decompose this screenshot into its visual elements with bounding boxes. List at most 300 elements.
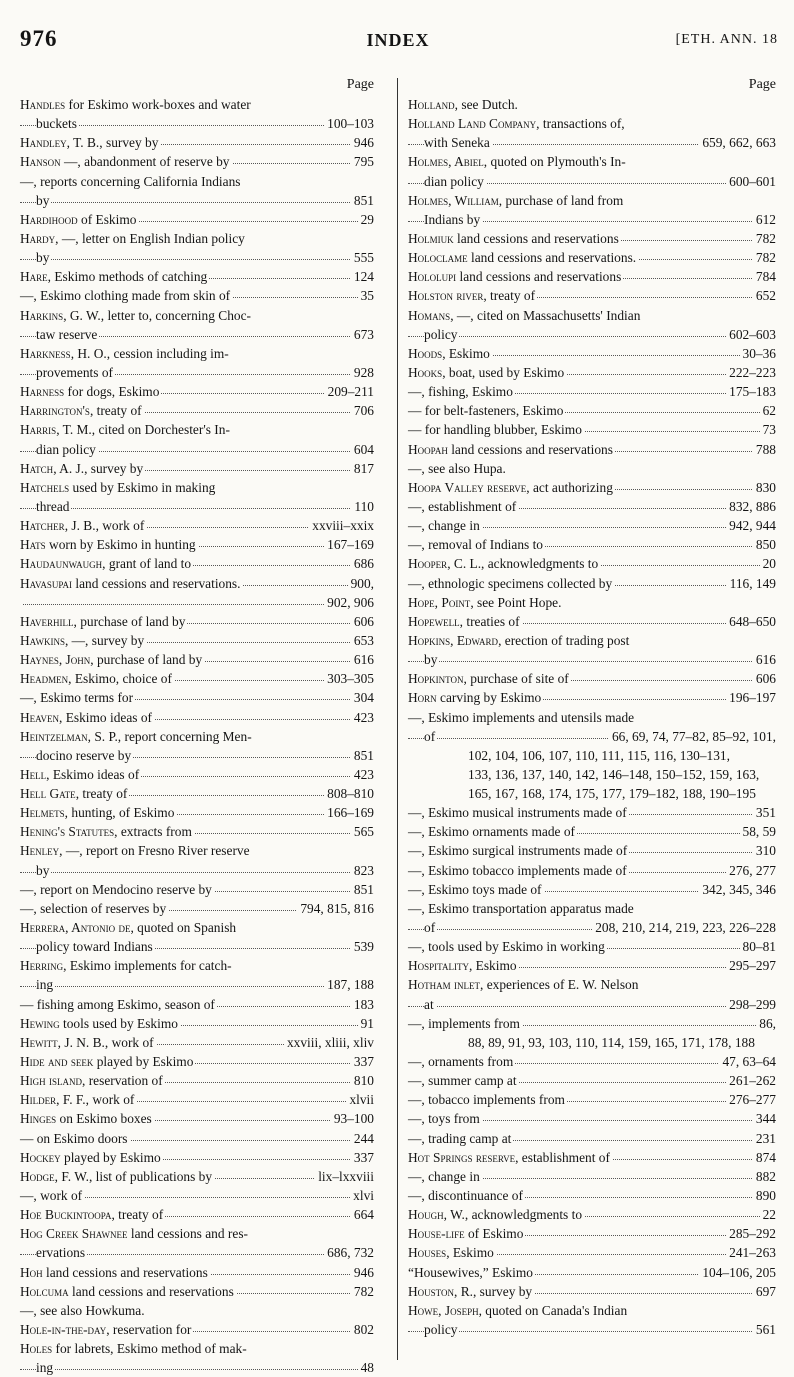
entry-page-ref: 900, [348, 574, 374, 593]
entry-page-ref: 673 [351, 325, 374, 344]
index-entry-line [20, 688, 374, 707]
entry-page-ref: 784 [753, 267, 776, 286]
index-entry-line [20, 1014, 374, 1033]
entry-heading: Hinges [20, 1111, 57, 1127]
entry-text [408, 499, 518, 514]
entry-description: , J. N. B., work of [57, 1034, 154, 1050]
entry-page-ref: 66, 69, 74, 77–82, 85–92, 101, [609, 727, 776, 746]
entry-description: Indians by [424, 211, 481, 227]
entry-heading: Hatcher [20, 518, 65, 534]
index-entry-line [408, 554, 776, 573]
entry-heading: Hopkinton [408, 671, 464, 687]
entry-text [408, 116, 627, 131]
entry-text [36, 327, 99, 342]
entry-text [408, 843, 629, 858]
dot-leader [408, 661, 776, 662]
entry-description: , T. B., survey by [66, 135, 159, 151]
entry-description: land cessions and reservations [456, 269, 622, 285]
index-entry-line [408, 325, 776, 344]
entry-heading: Hoh [20, 1264, 43, 1280]
entry-text [20, 97, 253, 112]
entry-text [408, 537, 545, 552]
entry-text [408, 805, 629, 820]
entry-text [468, 1035, 757, 1050]
entry-text [20, 805, 176, 820]
entry-description: , Eskimo, choice of [68, 671, 172, 687]
entry-description: , —, cited on Massachusetts' Indian [450, 307, 641, 323]
entry-heading: Hening's Statutes [20, 824, 115, 840]
entry-text [20, 1111, 154, 1126]
entry-description: , treaties of [459, 613, 520, 629]
entry-heading: Hatchels [20, 479, 70, 495]
page-column-label: Page [346, 77, 374, 92]
index-entry-line [408, 210, 776, 229]
index-entry-line [408, 363, 776, 382]
entry-heading: Hololupi [408, 269, 457, 285]
entry-description: by [36, 862, 50, 878]
index-entry-line [408, 803, 776, 822]
entry-page-ref: 602–603 [726, 325, 776, 344]
entry-page-ref: 183 [351, 995, 374, 1014]
index-entry-line [20, 708, 374, 727]
entry-page-ref: 303–305 [324, 669, 374, 688]
entry-description: —, report on Mendocino reserve by [20, 881, 212, 897]
index-entry-line [20, 1090, 374, 1109]
entry-heading: Hoopa Valley reserve [408, 479, 527, 495]
entry-text [20, 633, 146, 648]
column-divider [397, 78, 398, 1360]
index-entry-line [408, 497, 776, 516]
index-entry-line [408, 669, 776, 688]
entry-heading: Henley [20, 843, 60, 859]
entry-text [20, 346, 231, 361]
entry-heading: Harrington's [20, 403, 90, 419]
entry-description: land cessions and res- [127, 1226, 248, 1242]
entry-page-ref: 851 [351, 746, 374, 765]
entry-text [20, 1341, 249, 1356]
entry-text [424, 212, 482, 227]
index-entry-line [20, 803, 374, 822]
entry-description: 133, 136, 137, 140, 142, 146–148, 150–152, 159, 163, [468, 766, 760, 782]
entry-text [20, 843, 252, 858]
entry-text [20, 461, 145, 476]
entry-page-ref: 616 [753, 650, 776, 669]
entry-page-ref: 664 [351, 1205, 374, 1224]
entry-heading: Haverhill [20, 613, 74, 629]
index-entry-line [20, 286, 374, 305]
index-entries [408, 95, 776, 1339]
entry-page-ref: 29 [358, 210, 374, 229]
entry-description: , establishment of [515, 1149, 610, 1165]
index-entry-line [408, 937, 776, 956]
entry-heading: Hardy [20, 230, 56, 246]
entry-text [408, 576, 614, 591]
entry-text [20, 1073, 165, 1088]
entry-description: —, Eskimo surgical instruments made of [408, 843, 628, 859]
index-entry-line [408, 516, 776, 535]
index-column-right [408, 76, 776, 1339]
entry-heading: Holston river [408, 288, 484, 304]
entry-description: —, Eskimo terms for [20, 690, 134, 706]
entry-page-ref: 782 [753, 248, 776, 267]
entry-text [408, 1303, 629, 1318]
entry-page-ref: 261–262 [726, 1071, 776, 1090]
entry-description: , G. W., letter to, concerning Choc- [63, 307, 251, 323]
entry-description: , treaty of [89, 403, 142, 419]
index-entry-line [20, 1263, 374, 1282]
entry-text [408, 882, 544, 897]
entry-page-ref: 874 [753, 1148, 776, 1167]
entry-heading: Holmes, William [408, 192, 499, 208]
entry-text [20, 1322, 193, 1337]
entry-description: policy [424, 326, 458, 342]
entry-text [408, 269, 623, 284]
index-entry-line [408, 975, 776, 994]
entry-description: — fishing among Eskimo, season of [20, 996, 215, 1012]
entry-page-ref: 606 [753, 669, 776, 688]
entry-description: at [424, 996, 434, 1012]
index-entry-line [20, 841, 374, 860]
index-entry-line [408, 286, 776, 305]
index-entry-line [408, 401, 776, 420]
index-entry-line [408, 1243, 776, 1262]
entry-text [20, 231, 247, 246]
entry-description: of Eskimo [464, 1226, 524, 1242]
entry-description: , purchase of land by [73, 613, 186, 629]
index-entry-line [20, 440, 374, 459]
entry-page-ref: 539 [351, 937, 374, 956]
entry-text [20, 1207, 165, 1222]
entry-heading: Haudaunwaugh [20, 556, 103, 572]
entry-heading: Herring [20, 958, 64, 974]
index-entry-line [408, 1129, 776, 1148]
index-entry-line [408, 1205, 776, 1224]
entry-description: , J. B., work of [64, 518, 145, 534]
entry-description: —, Eskimo clothing made from skin of [20, 288, 231, 304]
entry-description: worn by Eskimo in hunting [45, 537, 196, 553]
entry-description: —, Eskimo toys made of [408, 881, 542, 897]
entry-text [408, 977, 640, 992]
entry-text [20, 882, 214, 897]
entry-text [20, 997, 217, 1012]
entry-description: , F. W., list of publications by [54, 1168, 213, 1184]
entry-page-ref: lix–lxxviii [315, 1167, 374, 1186]
index-entry-line [408, 1090, 776, 1109]
entry-description: 102, 104, 106, 107, 110, 111, 115, 116, 130–131, [468, 747, 730, 763]
entry-description: —, Eskimo tobacco implements made of [408, 862, 627, 878]
index-entry-line [408, 631, 776, 650]
index-entry-line [20, 784, 374, 803]
entry-heading: Harness [20, 384, 65, 400]
index-entry-line [20, 1167, 374, 1186]
entry-text [408, 1131, 513, 1146]
entry-page-ref: 73 [760, 420, 776, 439]
entry-page-ref: 882 [753, 1167, 776, 1186]
entry-description: land cessions and reservations. [467, 250, 637, 266]
entry-page-ref: 782 [351, 1282, 374, 1301]
entry-description: , Eskimo implements for catch- [63, 958, 232, 974]
index-entry-line [20, 420, 374, 439]
page-header [18, 26, 778, 58]
entry-description: 165, 167, 168, 174, 175, 177, 179–182, 188, 190–195 [468, 786, 756, 802]
entry-description: —, see also Howkuma. [20, 1302, 145, 1318]
entry-description: by [424, 652, 438, 668]
entry-page-ref: 653 [351, 631, 374, 650]
entry-description: —, Eskimo musical instruments made of [408, 805, 627, 821]
entry-page-ref: 832, 886 [726, 497, 776, 516]
entry-description: docino reserve by [36, 747, 132, 763]
entry-text [424, 652, 439, 667]
index-entry-line [20, 727, 374, 746]
entry-text [20, 1226, 250, 1241]
entry-text [20, 1284, 236, 1299]
entry-text [20, 403, 144, 418]
entry-description: —, change in [408, 1168, 480, 1184]
entry-text [408, 365, 566, 380]
index-entry-line [20, 937, 374, 956]
entry-description: —, selection of reserves by [20, 900, 167, 916]
entry-text [20, 135, 160, 150]
index-entry-line [408, 822, 776, 841]
index-entry-line [408, 1282, 776, 1301]
index-entry-line [20, 1129, 374, 1148]
index-entry-line [20, 1186, 374, 1205]
index-entry-line [408, 688, 776, 707]
entry-heading: Hooper [408, 556, 448, 572]
entry-page-ref: 652 [753, 286, 776, 305]
entry-description: , S. P., report concerning Men- [87, 728, 252, 744]
entry-text [20, 1265, 210, 1280]
index-entry-line [20, 554, 374, 573]
entry-page-ref: xlvi [350, 1186, 374, 1205]
entry-text [36, 442, 98, 457]
entry-page-ref: 222–223 [726, 363, 776, 382]
entry-text [20, 1092, 136, 1107]
entry-description: —, Eskimo implements and utensils made [408, 709, 635, 725]
entry-description: , Eskimo [442, 345, 490, 361]
entry-text [20, 480, 217, 495]
entry-text [408, 710, 636, 725]
index-entry-line [408, 1052, 776, 1071]
index-entry-line [408, 1186, 776, 1205]
entry-heading: Headmen [20, 671, 69, 687]
index-entry-line [408, 899, 776, 918]
index-entry-line [20, 669, 374, 688]
entry-text [408, 633, 631, 648]
entry-page-ref: 686 [351, 554, 374, 573]
entry-text [408, 1073, 519, 1088]
entry-heading: Hodge [20, 1168, 55, 1184]
entry-description: —, fishing, Eskimo [408, 384, 513, 400]
index-entry-line [20, 975, 374, 994]
entry-page-ref: 604 [351, 440, 374, 459]
entry-heading: House-life [408, 1226, 465, 1242]
index-entry-line [408, 708, 776, 727]
entry-description: ervations [36, 1245, 86, 1261]
index-entry-line [408, 306, 776, 325]
entry-text [408, 1169, 482, 1184]
entry-description: , Eskimo ideas of [59, 709, 152, 725]
entry-page-ref: 561 [753, 1320, 776, 1339]
entry-text [20, 518, 146, 533]
entry-page-ref: 817 [351, 459, 374, 478]
entry-text [408, 480, 615, 495]
index-entry-line [20, 765, 374, 784]
entry-description: land cessions and reservations [447, 441, 613, 457]
entry-heading: Holmiuk [408, 230, 454, 246]
entry-page-ref: 116, 149 [727, 574, 776, 593]
entry-page-ref: 606 [351, 612, 374, 631]
index-entry-line [20, 612, 374, 631]
index-entry-line [408, 765, 776, 784]
entry-text [408, 193, 625, 208]
entry-page-ref: 231 [753, 1129, 776, 1148]
entry-description: land cessions and reservations [68, 1283, 234, 1299]
entry-description: , reservation for [106, 1322, 192, 1337]
index-entry-line [408, 861, 776, 880]
index-entry-line [20, 880, 374, 899]
index-entry-line [20, 1071, 374, 1090]
dot-leader [20, 604, 374, 605]
entry-description: for labrets, Eskimo method of mak- [52, 1341, 247, 1357]
entry-heading: Hospitality [408, 958, 469, 974]
entry-page-ref: 802 [351, 1320, 374, 1339]
entry-description: , treaty of [483, 288, 536, 304]
entry-page-ref: 946 [351, 1263, 374, 1282]
entry-text [20, 556, 193, 571]
entry-description: , boat, used by Eskimo [442, 364, 565, 380]
entry-page-ref: 110 [351, 497, 374, 516]
entry-text [408, 422, 584, 437]
entry-page-ref: 175–183 [726, 382, 776, 401]
entry-description: policy toward Indians [36, 939, 153, 955]
index-entry-line [20, 1109, 374, 1128]
entry-text [36, 939, 155, 954]
entry-text [468, 748, 732, 763]
entry-heading: Heaven [20, 709, 60, 725]
entry-description: —, reports concerning California Indians [20, 173, 241, 189]
index-entry-line [20, 210, 374, 229]
entry-page-ref: 344 [753, 1109, 776, 1128]
entry-description: by [36, 192, 50, 208]
index-entry-line [20, 306, 374, 325]
index-entry-line [20, 1339, 374, 1358]
index-entry-line [20, 1224, 374, 1243]
entry-page-ref: 20 [760, 554, 776, 573]
entry-heading: Harkins [20, 307, 64, 323]
entry-description: , purchase of land from [498, 192, 624, 208]
index-entry-line [408, 248, 776, 267]
index-entry-line [408, 574, 776, 593]
index-column-left [20, 76, 374, 1377]
entry-text [408, 939, 607, 954]
index-entry-line [408, 114, 776, 133]
entry-text [20, 576, 243, 591]
index-entry-line [408, 1071, 776, 1090]
entry-description: , —, letter on English Indian policy [55, 230, 245, 246]
entry-description: , reservation of [82, 1073, 163, 1089]
entry-heading: Hog Creek Shawnee [20, 1226, 128, 1242]
index-entry-line [20, 248, 374, 267]
index-entry-line [20, 574, 374, 593]
entry-page-ref: 298–299 [726, 995, 776, 1014]
entry-heading: Hanson [20, 154, 61, 170]
entry-page-ref: 850 [753, 535, 776, 554]
entry-text [424, 135, 492, 150]
entry-text [408, 1245, 496, 1260]
entry-page-ref: 47, 63–64 [719, 1052, 776, 1071]
index-entry-line [20, 535, 374, 554]
index-entry-line [20, 995, 374, 1014]
index-entry-line [408, 841, 776, 860]
entry-description: , purchase of site of [463, 671, 569, 687]
entry-heading: Holmes, Abiel [408, 154, 484, 170]
entry-description: of Eskimo [77, 211, 137, 227]
entry-text [20, 901, 168, 916]
entry-description: , treaty of [75, 786, 128, 802]
entry-text [36, 499, 71, 514]
entry-text [20, 308, 253, 323]
entry-heading: Holes [20, 1341, 53, 1357]
index-entry-line [20, 133, 374, 152]
entry-page-ref: 942, 944 [726, 516, 776, 535]
entry-page-ref: 946 [351, 133, 374, 152]
entry-page-ref: 86, [756, 1014, 776, 1033]
index-entry-line [20, 1243, 374, 1262]
entry-page-ref: 93–100 [331, 1109, 374, 1128]
entry-heading: Hats [20, 537, 46, 553]
entry-description: for dogs, Eskimo [64, 384, 160, 400]
entry-page-ref: 706 [351, 401, 374, 420]
entry-description: , treaty of [111, 1207, 164, 1223]
index-entry-line [408, 1263, 776, 1282]
index-entry-line [20, 382, 374, 401]
entry-description: —, establishment of [408, 498, 517, 514]
entry-page-ref: 600–601 [726, 172, 776, 191]
entry-description: used by Eskimo in making [69, 479, 216, 495]
entry-page-ref: 612 [753, 210, 776, 229]
entry-text [408, 556, 600, 571]
index-entry-line [20, 1320, 374, 1339]
entry-text [408, 1054, 515, 1069]
entry-page-ref: 423 [351, 765, 374, 784]
entry-description: —, work of [20, 1188, 83, 1204]
index-entry-line [20, 1052, 374, 1071]
entry-page-ref: xxviii, xliii, xliv [284, 1033, 374, 1052]
entry-description: , R., survey by [454, 1283, 533, 1299]
index-entry-line [20, 899, 374, 918]
entry-heading: Hope, Point [408, 594, 471, 610]
entry-page-ref: 423 [351, 708, 374, 727]
entry-text [20, 1054, 195, 1069]
index-entry-line [408, 133, 776, 152]
index-entry-line [408, 172, 776, 191]
entry-page-ref: 58, 59 [740, 822, 776, 841]
entry-page-ref: 337 [351, 1148, 374, 1167]
entry-description: , act authorizing [526, 479, 613, 495]
dot-leader [20, 202, 374, 203]
entry-text [408, 1265, 535, 1280]
entry-text [36, 250, 51, 265]
entry-heading: Hare [20, 269, 48, 285]
entry-description: land cessions and reservations. [72, 575, 241, 591]
entry-heading: Holcuma [20, 1283, 69, 1299]
entry-description: , purchase of land by [90, 652, 203, 668]
page-number: 976 [20, 26, 58, 51]
page-title: INDEX [366, 30, 430, 50]
index-entry-line [20, 1148, 374, 1167]
entry-heading: Hotham inlet [408, 977, 481, 993]
